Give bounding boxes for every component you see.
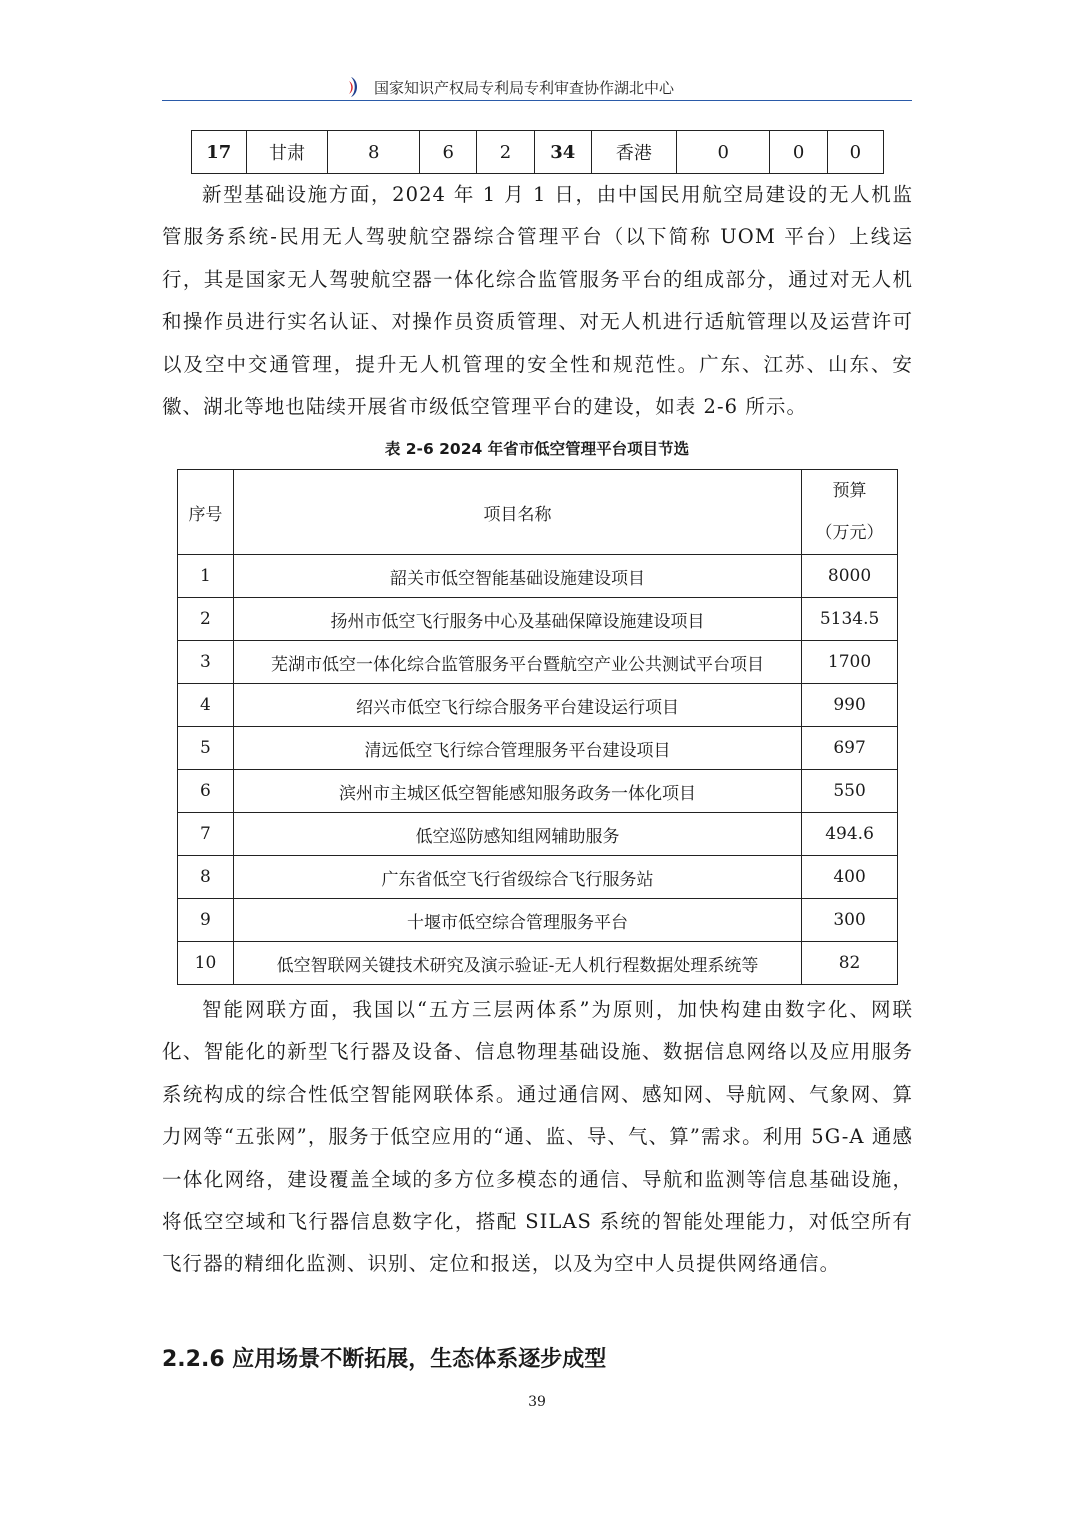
- table-cell: 17: [192, 131, 247, 174]
- row-no: 7: [178, 813, 234, 856]
- table-row: [178, 856, 898, 899]
- section-heading: 2.2.6 应用场景不断拓展，生态体系逐步成型: [162, 1342, 606, 1373]
- row-no: 10: [178, 942, 234, 985]
- table-cell: 甘肃: [246, 131, 328, 174]
- table-caption: 表 2-6 2024 年省市低空管理平台项目节选: [0, 437, 1074, 459]
- page-number: 39: [0, 1394, 1074, 1410]
- table-cell: 0: [676, 131, 770, 174]
- paragraph-smart-network: 智能网联方面，我国以“五方三层两体系”为原则，加快构建由数字化、网联化、智能化的新型飞行器及设备、信息物理基础设施、数据信息网络以及应用服务系统构成的综合性低空智能网联体系。通过通信网、感知网、导航网、气象网、算力网等“五张网”，服务于低空应用的“通、监、导、气、算”需求。利用 5G-A 通感一体化网络，建设覆盖全域的多方位多模态的通信、导航和监测等信息基础设施，将低空空域和飞行器信息数字化，搭配 SILAS 系统的智能处理能力，对低空所有飞行器的精细化监测、识别、定位和报送，以及为空中人员提供网络通信。: [162, 989, 913, 1286]
- table-cell: 0: [770, 131, 827, 174]
- row-name: 广东省低空飞行省级综合飞行服务站: [233, 856, 801, 899]
- header-budget: [802, 470, 898, 555]
- table-row: [178, 899, 898, 942]
- table-cell: 0: [827, 131, 883, 174]
- table-row: [178, 727, 898, 770]
- row-budget: 300: [802, 899, 898, 942]
- row-budget: 1700: [802, 641, 898, 684]
- row-name: 清远低空飞行综合管理服务平台建设项目: [233, 727, 801, 770]
- page-header: [162, 70, 912, 101]
- table-cell: 2: [477, 131, 534, 174]
- row-no: 3: [178, 641, 234, 684]
- header-budget-line1: 预算: [802, 470, 897, 512]
- table-cell: 34: [534, 131, 591, 174]
- table-row: [192, 131, 884, 174]
- row-budget: 400: [802, 856, 898, 899]
- row-no: 6: [178, 770, 234, 813]
- table-cell: 香港: [591, 131, 676, 174]
- table-row: [178, 770, 898, 813]
- row-no: 4: [178, 684, 234, 727]
- row-name: 芜湖市低空一体化综合监管服务平台暨航空产业公共测试平台项目: [233, 641, 801, 684]
- row-no: 5: [178, 727, 234, 770]
- table-row: [178, 555, 898, 598]
- row-budget: 82: [802, 942, 898, 985]
- top-table: [191, 130, 884, 174]
- table-row: [178, 598, 898, 641]
- header-no: 序号: [178, 470, 234, 555]
- table-row: [178, 641, 898, 684]
- table-cell: 6: [420, 131, 477, 174]
- table-row: [178, 684, 898, 727]
- row-budget: 550: [802, 770, 898, 813]
- table-header-row: [178, 470, 898, 555]
- table-cell: 8: [328, 131, 420, 174]
- row-name: 韶关市低空智能基础设施建设项目: [233, 555, 801, 598]
- header-name: 项目名称: [233, 470, 801, 555]
- row-no: 9: [178, 899, 234, 942]
- row-name: 十堰市低空综合管理服务平台: [233, 899, 801, 942]
- row-no: 8: [178, 856, 234, 899]
- projects-table: [177, 469, 898, 985]
- row-budget: 990: [802, 684, 898, 727]
- row-budget: 494.6: [802, 813, 898, 856]
- header-title: 国家知识产权局专利局专利审查协作湖北中心: [374, 77, 674, 98]
- row-name: 扬州市低空飞行服务中心及基础保障设施建设项目: [233, 598, 801, 641]
- row-name: 低空智联网关键技术研究及演示验证-无人机行程数据处理系统等: [233, 942, 801, 985]
- table-row: [178, 942, 898, 985]
- row-budget: 8000: [802, 555, 898, 598]
- row-name: 低空巡防感知组网辅助服务: [233, 813, 801, 856]
- paragraph-infrastructure: 新型基础设施方面，2024 年 1 月 1 日，由中国民用航空局建设的无人机监管服务系统-民用无人驾驶航空器综合管理平台（以下简称 UOM 平台）上线运行，其是国家无人驾驶航空器一体化综合监管服务平台的组成部分，通过对无人机和操作员进行实名认证、对操作员资质管理、对无人机进行适航管理以及运营许可以及空中交通管理，提升无人机管理的安全性和规范性。广东、江苏、山东、安徽、湖北等地也陆续开展省市级低空管理平台的建设，如表 2-6 所示。: [162, 174, 913, 428]
- row-budget: 5134.5: [802, 598, 898, 641]
- row-name: 绍兴市低空飞行综合服务平台建设运行项目: [233, 684, 801, 727]
- row-no: 2: [178, 598, 234, 641]
- table-row: [178, 813, 898, 856]
- row-budget: 697: [802, 727, 898, 770]
- header-budget-line2: （万元）: [802, 512, 897, 554]
- logo-icon: [347, 76, 363, 98]
- row-name: 滨州市主城区低空智能感知服务政务一体化项目: [233, 770, 801, 813]
- row-no: 1: [178, 555, 234, 598]
